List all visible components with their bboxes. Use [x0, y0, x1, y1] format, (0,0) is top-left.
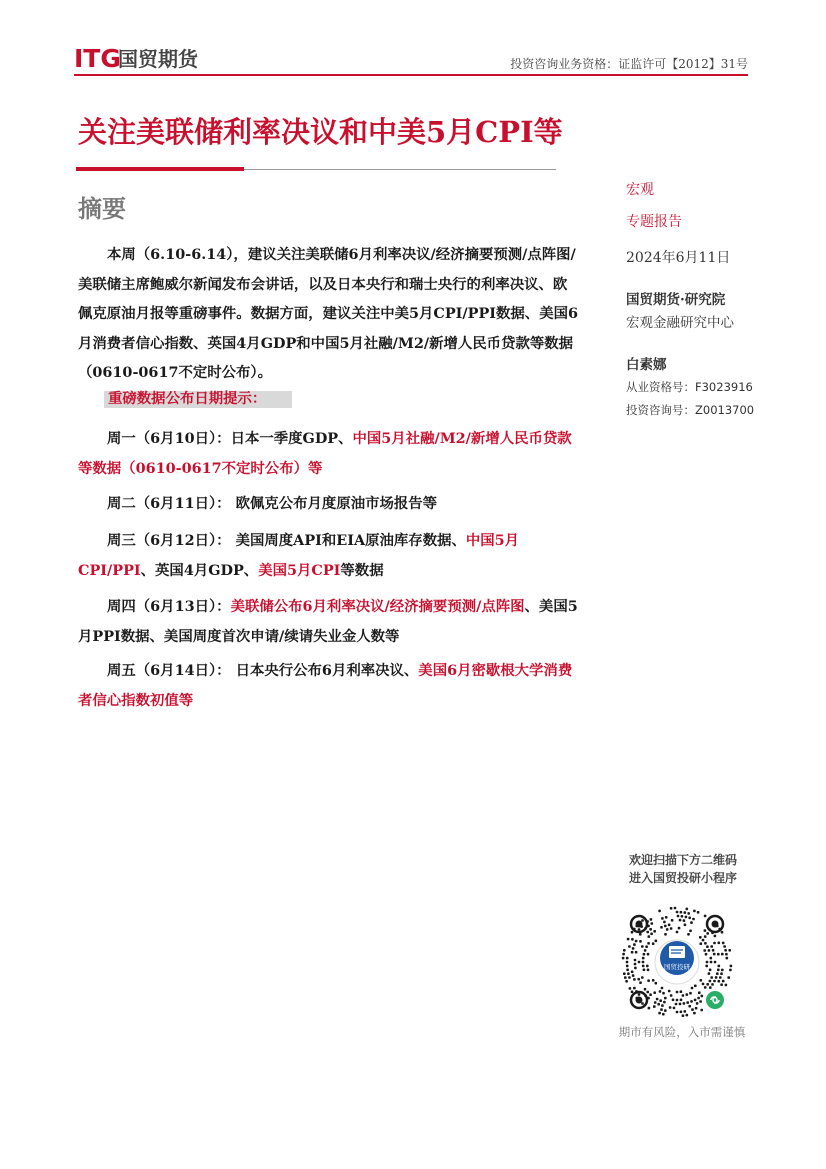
day-prefix: 周三（6月12日）：: [107, 532, 231, 549]
day-highlight: 美国5月CPI: [258, 561, 341, 579]
day-text: 、英国4月GDP、: [140, 561, 259, 579]
day-text: 日本一季度GDP、: [230, 430, 353, 447]
report-type: 专题报告: [626, 214, 682, 230]
day-text: 美国周度API和EIA原油库存数据、: [230, 532, 466, 549]
qr-caption-line2: 进入国贸投研小程序: [628, 871, 737, 885]
analyst-consult-license: 投资咨询号：Z0013700: [626, 403, 755, 417]
org-name: 国贸期货·研究院: [626, 292, 726, 308]
day-highlight: 中国5月社融/M2/新增人民币贷款等数据（0610-0617不定时公布）等: [78, 430, 572, 477]
day-prefix: 周二（6月11日）：: [107, 495, 231, 512]
report-title: 关注美联储利率决议和中美5月CPI等: [78, 115, 563, 149]
research-center: 宏观金融研究中心: [626, 315, 734, 331]
day-prefix: 周五（6月14日）：: [107, 662, 231, 679]
day-prefix: 周四（6月13日）：: [107, 598, 231, 615]
report-date: 2024年6月11日: [626, 250, 731, 266]
analyst-name: 白素娜: [626, 357, 667, 373]
day-prefix: 周一（6月10日）：: [107, 430, 231, 447]
logo-itg: ITG: [74, 44, 121, 73]
analyst-license: 从业资格号：F3023916: [626, 380, 753, 394]
day-highlight: 美联储公布6月利率决议/经济摘要预测/点阵图: [230, 598, 525, 615]
title-underline: [244, 169, 556, 170]
logo-company-name: 国贸期货: [118, 47, 198, 71]
day-text: 等数据: [340, 561, 384, 579]
risk-warning: 期市有风险，入市需谨慎: [618, 1025, 746, 1039]
schedule-friday: [78, 656, 580, 715]
mini-program-qr-code[interactable]: [619, 904, 735, 1020]
schedule-tuesday: [78, 489, 580, 519]
report-category: 宏观: [626, 182, 654, 198]
schedule-wednesday: [78, 526, 580, 585]
day-highlight: 中国5月CPI/PPI: [78, 532, 520, 579]
header-divider: [74, 74, 748, 76]
abstract-heading: 摘要: [78, 194, 126, 223]
title-underline-accent: [76, 167, 244, 171]
wechat-icon: [706, 991, 724, 1009]
schedule-thursday: [78, 592, 580, 651]
schedule-monday: [78, 424, 580, 483]
intro-paragraph: 本周（6.10-6.14），建议关注美联储6月利率决议/经济摘要预测/点阵图/美联储主席鲍威尔新闻发布会讲话，以及日本央行和瑞士央行的利率决议、欧佩克原油月报等重磅事件。数据方面，建议关注中美5月CPI/PPI数据、美国6月消费者信心指数、英国4月GDP和中国5月社融/M2/新增人民币贷款等数据（0610-0617不定时公布）。: [78, 246, 578, 381]
day-text: 欧佩克公布月度原油市场报告等: [230, 495, 438, 512]
qr-center-label: 国贸投研: [664, 963, 690, 971]
day-text: 日本央行公布6月利率决议、: [230, 662, 419, 679]
reminder-heading: 重磅数据公布日期提示：: [108, 390, 267, 407]
day-highlight: 美国6月密歇根大学消费者信心指数初值等: [78, 662, 573, 709]
qr-caption-line1: 欢迎扫描下方二维码: [628, 853, 737, 867]
license-text: 投资咨询业务资格：证监许可【2012】31号: [510, 57, 748, 71]
day-text: 、美国5月PPI数据、美国周度首次申请/续请失业金人数等: [78, 598, 578, 645]
